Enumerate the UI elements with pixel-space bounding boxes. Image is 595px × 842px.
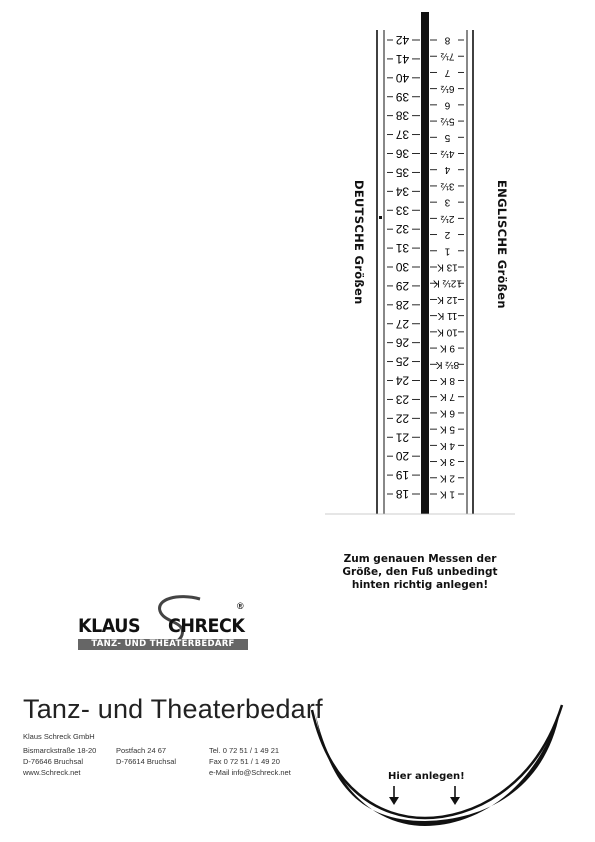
german-size-label: 38 <box>395 108 410 123</box>
english-size-label: 6 <box>444 99 451 111</box>
german-size-label: 21 <box>395 430 410 445</box>
english-size-label: 2 <box>444 229 451 241</box>
english-size-label: 4½ <box>440 148 455 159</box>
german-size-label: 33 <box>395 203 410 218</box>
english-size-label: 3 <box>444 196 451 208</box>
address-city: D-76646 Bruchsal <box>23 757 84 766</box>
english-size-label: 5½ <box>440 115 455 127</box>
english-size-label: 12½ K <box>433 277 462 289</box>
english-size-label: 8 K <box>439 375 456 386</box>
english-size-label: 8½ K <box>435 358 460 370</box>
english-size-label: 4 K <box>439 439 456 451</box>
german-sizes-label: DEUTSCHE Größen <box>352 180 366 305</box>
email: e-Mail info@Schreck.net <box>209 768 291 777</box>
instruction-line: Größe, den Fuß unbedingt <box>342 566 498 578</box>
english-size-label: 7 K <box>439 391 456 403</box>
english-size-label: 6 K <box>439 407 456 419</box>
german-size-label: 35 <box>395 165 410 180</box>
english-size-label: 7½ <box>440 50 455 62</box>
heel-label: Hier anlegen! <box>388 771 465 782</box>
german-size-label: 18 <box>395 487 410 501</box>
registered-mark: ® <box>237 601 244 611</box>
arrow-down-icon <box>450 786 460 805</box>
english-size-label: 11 K <box>437 310 458 322</box>
german-size-label: 34 <box>395 184 410 199</box>
english-size-label: 1 <box>444 245 451 257</box>
english-size-label: 1 K <box>439 488 456 500</box>
address-street: Bismarckstraße 18-20 <box>23 746 97 755</box>
english-size-label: 3½ <box>440 180 455 192</box>
german-size-label: 28 <box>395 297 410 312</box>
english-size-label: 7 <box>444 66 451 78</box>
english-size-label: 5 <box>444 131 451 143</box>
english-size-label: 10 K <box>437 326 458 338</box>
german-size-label: 30 <box>395 260 410 274</box>
english-size-label: 2½ <box>440 212 455 224</box>
german-size-label: 23 <box>395 392 410 407</box>
instruction-line: hinten richtig anlegen! <box>351 579 489 591</box>
english-size-label: 2 K <box>439 472 456 484</box>
english-sizes-label: ENGLISCHE Größen <box>495 180 509 309</box>
german-size-label: 27 <box>395 316 410 331</box>
company-title: Tanz- und Theaterbedarf <box>23 694 323 724</box>
website: www.Schreck.net <box>23 768 81 777</box>
german-size-label: 37 <box>395 127 410 142</box>
english-size-label: 8 <box>444 34 451 46</box>
logo-text-klaus: KLAUS <box>78 615 141 637</box>
po-box-city: D-76614 Bruchsal <box>116 757 177 766</box>
arrow-down-icon <box>389 786 399 805</box>
english-size-label: 13 K <box>437 261 458 273</box>
german-size-label: 41 <box>395 51 410 66</box>
german-size-label: 25 <box>395 354 410 369</box>
english-size-label: 4 <box>444 164 451 176</box>
german-size-label: 24 <box>395 373 410 388</box>
english-size-label: 3 K <box>439 456 456 468</box>
german-size-label: 20 <box>395 449 410 464</box>
german-size-label: 29 <box>395 278 410 293</box>
english-size-label: 9 K <box>439 342 456 354</box>
fax: Fax 0 72 51 / 1 49 20 <box>209 757 280 766</box>
english-size-label: 6½ <box>440 83 455 95</box>
english-size-label: 5 K <box>439 423 456 435</box>
logo-tagline-band: TANZ- UND THEATERBEDARF <box>78 639 248 650</box>
german-size-label: 19 <box>395 468 410 483</box>
german-size-label: 31 <box>395 241 410 256</box>
german-size-label: 42 <box>395 33 410 47</box>
german-size-label: 32 <box>395 222 410 237</box>
logo-text-chreck: CHRECK <box>168 615 245 637</box>
instruction-line: Zum genauen Messen der <box>343 553 497 565</box>
company-name: Klaus Schreck GmbH <box>23 732 95 741</box>
german-size-label: 36 <box>395 146 410 161</box>
german-size-label: 39 <box>395 89 410 104</box>
german-size-label: 22 <box>395 411 410 426</box>
english-size-label: 12 K <box>437 293 458 305</box>
german-size-label: 40 <box>395 70 410 85</box>
telephone: Tel. 0 72 51 / 1 49 21 <box>209 746 280 755</box>
po-box: Postfach 24 67 <box>116 746 167 755</box>
german-size-label: 26 <box>395 335 410 350</box>
